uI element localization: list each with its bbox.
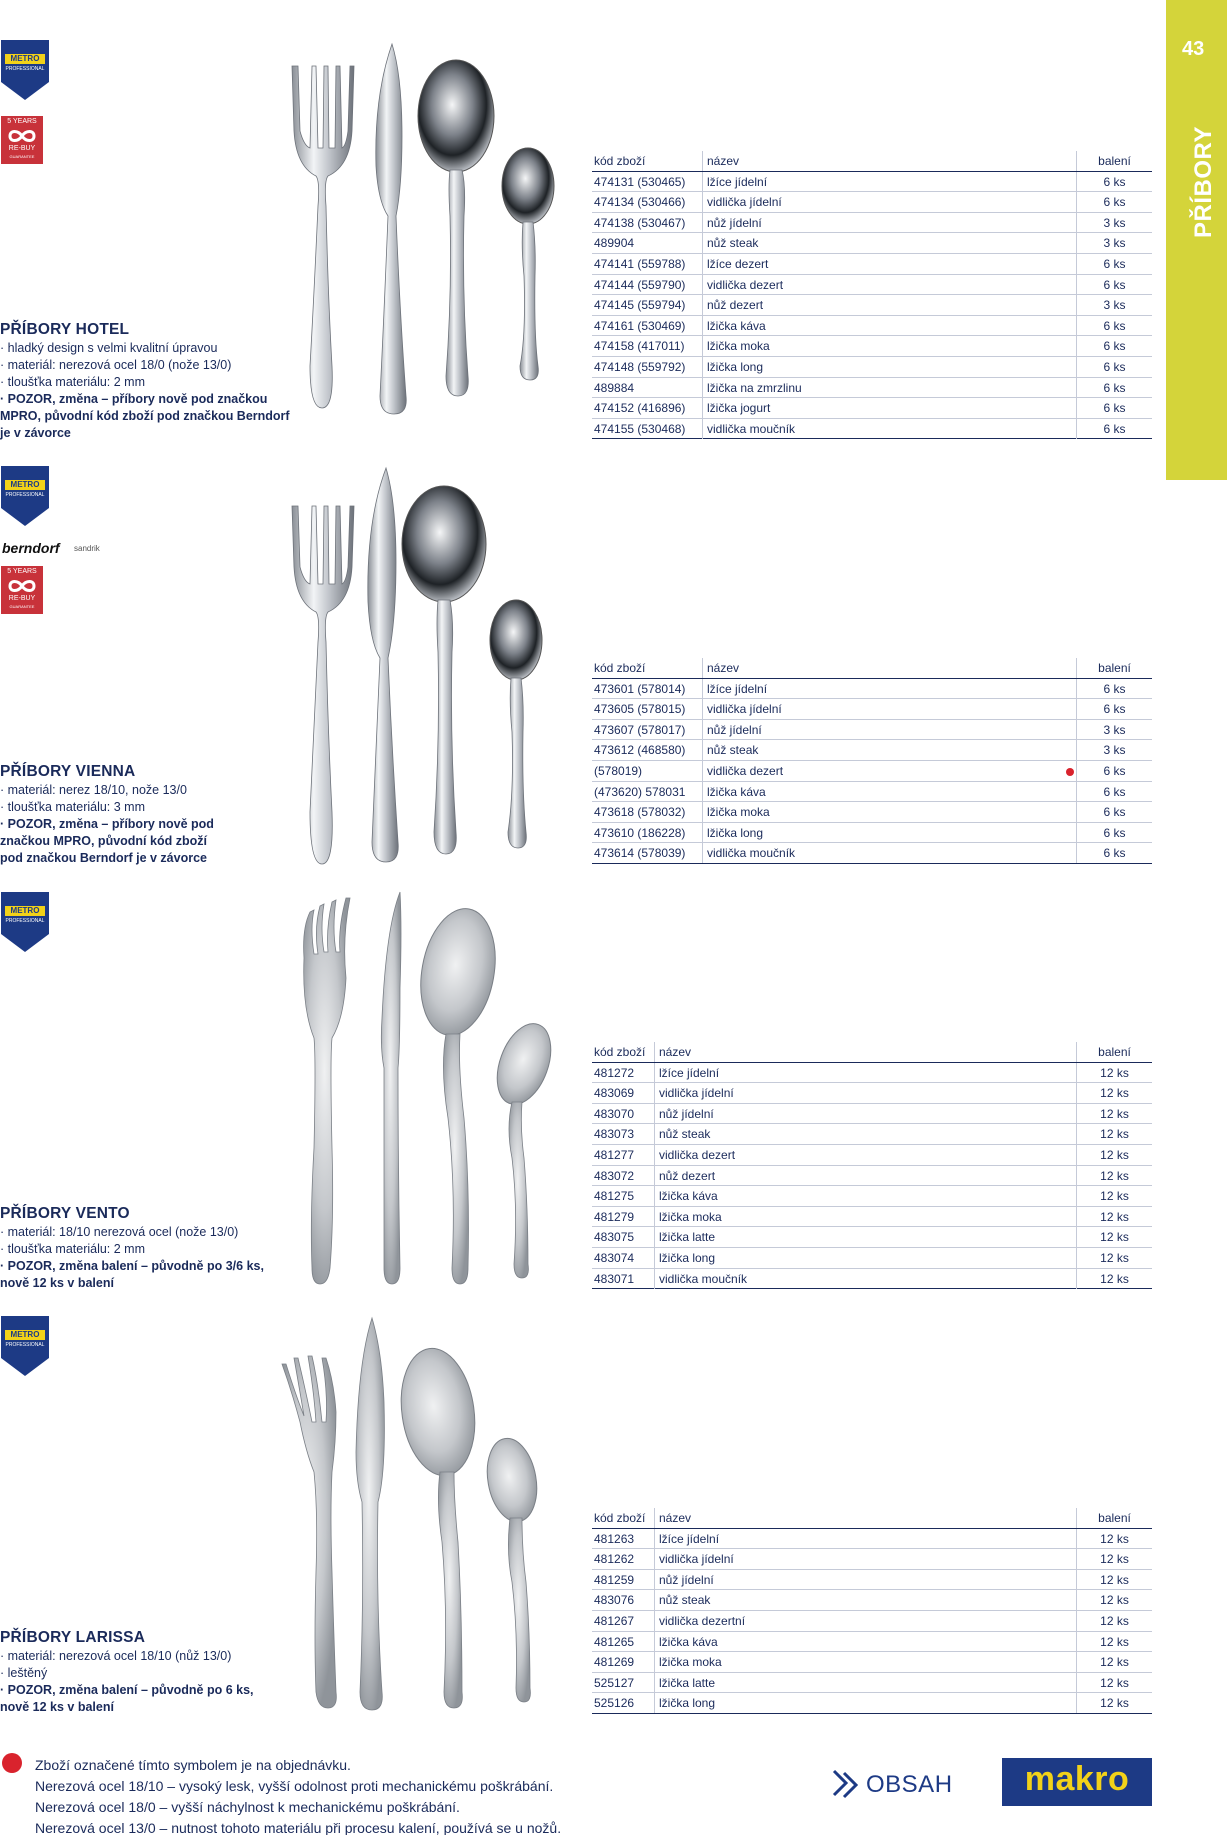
product-table-vienna bbox=[592, 658, 1152, 864]
table-cell: lžička moka bbox=[702, 802, 1076, 822]
table-cell: 12 ks bbox=[1076, 1269, 1152, 1289]
metro-sub: PROFESSIONAL bbox=[5, 918, 45, 924]
table-row bbox=[592, 1632, 1152, 1653]
table-header-cell: balení bbox=[1076, 1042, 1152, 1062]
table-header-cell: kód zboží bbox=[594, 154, 646, 168]
table-cell: 12 ks bbox=[1076, 1652, 1152, 1672]
table-cell: 474145 (559794) bbox=[594, 298, 686, 313]
obsah-arrow-icon bbox=[830, 1767, 864, 1801]
product-title: PŘÍBORY HOTEL bbox=[0, 321, 130, 338]
metro-sub: PROFESSIONAL bbox=[5, 66, 45, 72]
table-cell: 483070 bbox=[594, 1106, 635, 1121]
infinity-icon bbox=[7, 128, 37, 144]
table-cell: 12 ks bbox=[1076, 1145, 1152, 1165]
table-cell: lžička moka bbox=[702, 336, 1076, 356]
table-row bbox=[592, 1693, 1152, 1714]
table-cell: (473620) 578031 bbox=[594, 784, 686, 799]
table-row bbox=[592, 740, 1152, 761]
table-cell: 483072 bbox=[594, 1168, 635, 1183]
table-header-cell: kód zboží bbox=[594, 661, 646, 675]
section-label-wrap bbox=[1172, 126, 1227, 238]
order-dot-icon bbox=[1066, 768, 1074, 776]
table-cell: 481259 bbox=[594, 1572, 635, 1587]
vento-cutlery-image bbox=[280, 888, 570, 1298]
rebuy-bottom: GUARANTEE bbox=[9, 154, 35, 159]
table-row bbox=[592, 1269, 1152, 1290]
table-cell: 474155 (530468) bbox=[594, 421, 686, 436]
table-cell: 474134 (530466) bbox=[594, 195, 686, 210]
table-cell: lžíce jídelní bbox=[654, 1063, 1076, 1083]
table-row bbox=[592, 1529, 1152, 1550]
table-cell: nůž jídelní bbox=[702, 720, 1076, 740]
table-cell: 6 ks bbox=[1076, 761, 1152, 781]
table-header-row bbox=[592, 151, 1152, 172]
table-cell: 481279 bbox=[594, 1209, 635, 1224]
product-title: PŘÍBORY VIENNA bbox=[0, 763, 136, 780]
table-row bbox=[592, 1673, 1152, 1694]
feature-line: · hladký design s velmi kvalitní úpravou bbox=[0, 341, 218, 355]
table-cell: 481267 bbox=[594, 1613, 635, 1628]
table-cell: 12 ks bbox=[1076, 1248, 1152, 1268]
table-header-cell: název bbox=[702, 658, 1076, 678]
metro-sub: PROFESSIONAL bbox=[5, 492, 45, 498]
table-cell: 12 ks bbox=[1076, 1570, 1152, 1590]
rebuy-mid: RE-BUY bbox=[8, 595, 36, 602]
feature-line: · materiál: nerezová ocel 18/10 (nůž 13/0) bbox=[0, 1649, 232, 1663]
table-cell: 481269 bbox=[594, 1655, 635, 1670]
table-row bbox=[592, 295, 1152, 316]
table-cell: 6 ks bbox=[1076, 316, 1152, 336]
table-header-cell: název bbox=[654, 1042, 1076, 1062]
table-cell: vidlička moučník bbox=[702, 843, 1076, 863]
table-cell: 6 ks bbox=[1076, 378, 1152, 398]
table-row bbox=[592, 398, 1152, 419]
table-row bbox=[592, 1145, 1152, 1166]
table-cell: lžička long bbox=[702, 357, 1076, 377]
footer-notes bbox=[35, 1755, 561, 1835]
table-cell: 3 ks bbox=[1076, 233, 1152, 253]
table-cell: 3 ks bbox=[1076, 295, 1152, 315]
rebuy-bottom: GUARANTEE bbox=[9, 604, 35, 609]
table-row bbox=[592, 378, 1152, 399]
table-cell: lžička long bbox=[702, 823, 1076, 843]
table-cell: 481263 bbox=[594, 1531, 635, 1546]
table-cell: 483074 bbox=[594, 1250, 635, 1265]
table-cell: 12 ks bbox=[1076, 1063, 1152, 1083]
product-description-vienna bbox=[0, 762, 230, 867]
table-cell: vidlička dezert bbox=[702, 275, 1076, 295]
table-cell: 474131 (530465) bbox=[594, 174, 686, 189]
footer-line: Nerezová ocel 18/0 – vyšší náchylnost k mechanickému poškrábání. bbox=[35, 1799, 460, 1815]
order-dot-icon bbox=[2, 1753, 22, 1773]
table-row bbox=[592, 1207, 1152, 1228]
metro-text: METRO bbox=[5, 480, 45, 490]
table-row bbox=[592, 1549, 1152, 1570]
rebuy-guarantee-logo bbox=[1, 566, 43, 614]
product-table-larissa bbox=[592, 1508, 1152, 1714]
table-cell: lžička na zmrzlinu bbox=[702, 378, 1076, 398]
table-cell: 473607 (578017) bbox=[594, 722, 686, 737]
table-cell: 489904 bbox=[594, 236, 635, 251]
table-cell: nůž steak bbox=[654, 1590, 1076, 1610]
table-row bbox=[592, 782, 1152, 803]
table-cell: vidlička jídelní bbox=[702, 699, 1076, 719]
table-row bbox=[592, 1611, 1152, 1632]
table-cell: 6 ks bbox=[1076, 802, 1152, 822]
notice-line: · POZOR, změna balení – původně po 3/6 ks, nově 12 ks v balení bbox=[0, 1259, 264, 1290]
table-cell: 474138 (530467) bbox=[594, 215, 686, 230]
table-header-cell: kód zboží bbox=[594, 1511, 646, 1525]
footer-line: Zboží označené tímto symbolem je na objednávku. bbox=[35, 1757, 351, 1773]
table-cell: 473605 (578015) bbox=[594, 702, 686, 717]
table-cell: 473612 (468580) bbox=[594, 743, 686, 758]
metro-professional-logo bbox=[1, 892, 49, 954]
table-header-row bbox=[592, 1042, 1152, 1063]
rebuy-mid: RE-BUY bbox=[8, 145, 36, 152]
metro-text: METRO bbox=[5, 54, 45, 64]
table-header-cell: kód zboží bbox=[594, 1045, 646, 1059]
table-row bbox=[592, 1166, 1152, 1187]
table-row bbox=[592, 419, 1152, 440]
feature-line: · materiál: nerez 18/10, nože 13/0 bbox=[0, 783, 187, 797]
table-cell: 6 ks bbox=[1076, 192, 1152, 212]
table-header-cell: název bbox=[654, 1508, 1076, 1528]
table-cell: vidlička dezert bbox=[654, 1145, 1076, 1165]
table-cell: 473618 (578032) bbox=[594, 805, 686, 820]
metro-sub: PROFESSIONAL bbox=[5, 1342, 45, 1348]
rebuy-guarantee-logo bbox=[1, 116, 43, 164]
table-row bbox=[592, 316, 1152, 337]
table-row bbox=[592, 720, 1152, 741]
table-row bbox=[592, 213, 1152, 234]
table-cell: lžička moka bbox=[654, 1652, 1076, 1672]
product-title: PŘÍBORY LARISSA bbox=[0, 1629, 146, 1646]
berndorf-text: berndorf bbox=[2, 540, 60, 556]
table-cell: 6 ks bbox=[1076, 172, 1152, 192]
table-header-cell: balení bbox=[1076, 1508, 1152, 1528]
table-cell: 3 ks bbox=[1076, 740, 1152, 760]
rebuy-top: 5 YEARS bbox=[7, 568, 37, 575]
table-row bbox=[592, 1104, 1152, 1125]
obsah-label: OBSAH bbox=[866, 1771, 953, 1798]
metro-professional-logo bbox=[1, 40, 49, 102]
table-cell: 474141 (559788) bbox=[594, 256, 686, 271]
table-cell: 3 ks bbox=[1076, 213, 1152, 233]
product-description-hotel bbox=[0, 320, 290, 442]
table-row bbox=[592, 1248, 1152, 1269]
table-cell: vidlička jídelní bbox=[654, 1549, 1076, 1569]
section-label: PŘÍBORY bbox=[1190, 126, 1217, 238]
table-cell: 6 ks bbox=[1076, 782, 1152, 802]
table-header-row bbox=[592, 1508, 1152, 1529]
table-cell: 474152 (416896) bbox=[594, 401, 686, 416]
table-cell: 473610 (186228) bbox=[594, 825, 686, 840]
table-row bbox=[592, 1590, 1152, 1611]
table-cell: vidlička dezert bbox=[702, 761, 1076, 781]
berndorf-sandrik-logo bbox=[2, 540, 112, 558]
table-row bbox=[592, 1063, 1152, 1084]
sandrik-text: sandrik bbox=[74, 544, 100, 553]
table-row bbox=[592, 1124, 1152, 1145]
table-cell: 12 ks bbox=[1076, 1611, 1152, 1631]
table-row bbox=[592, 357, 1152, 378]
table-header-cell: název bbox=[702, 151, 1076, 171]
table-cell: 12 ks bbox=[1076, 1227, 1152, 1247]
table-cell: 12 ks bbox=[1076, 1186, 1152, 1206]
table-cell: 3 ks bbox=[1076, 720, 1152, 740]
table-cell: vidlička moučník bbox=[654, 1269, 1076, 1289]
table-cell: nůž steak bbox=[702, 740, 1076, 760]
table-cell: 6 ks bbox=[1076, 843, 1152, 863]
table-cell: nůž jídelní bbox=[654, 1570, 1076, 1590]
table-row bbox=[592, 679, 1152, 700]
table-cell: 12 ks bbox=[1076, 1590, 1152, 1610]
makro-logo bbox=[1002, 1758, 1152, 1806]
table-cell: 12 ks bbox=[1076, 1166, 1152, 1186]
table-cell: 12 ks bbox=[1076, 1529, 1152, 1549]
larissa-cutlery-image bbox=[270, 1312, 570, 1722]
feature-line: · leštěný bbox=[0, 1666, 48, 1680]
table-cell: nůž dezert bbox=[702, 295, 1076, 315]
table-cell: nůž jídelní bbox=[702, 213, 1076, 233]
feature-line: · tloušťka materiálu: 2 mm bbox=[0, 375, 146, 389]
table-cell: 481265 bbox=[594, 1634, 635, 1649]
table-row bbox=[592, 192, 1152, 213]
table-cell: lžíce jídelní bbox=[702, 679, 1076, 699]
table-cell: 6 ks bbox=[1076, 699, 1152, 719]
table-cell: 6 ks bbox=[1076, 357, 1152, 377]
table-row bbox=[592, 1083, 1152, 1104]
product-description-larissa bbox=[0, 1628, 265, 1716]
table-cell: 483073 bbox=[594, 1127, 635, 1142]
table-row bbox=[592, 699, 1152, 720]
table-cell: 481272 bbox=[594, 1065, 635, 1080]
makro-label: makro bbox=[1024, 1760, 1130, 1798]
table-cell: 6 ks bbox=[1076, 336, 1152, 356]
table-cell: 6 ks bbox=[1076, 398, 1152, 418]
table-cell: 483069 bbox=[594, 1086, 635, 1101]
infinity-icon bbox=[7, 578, 37, 594]
table-cell: 12 ks bbox=[1076, 1124, 1152, 1144]
table-row bbox=[592, 275, 1152, 296]
table-cell: 473601 (578014) bbox=[594, 681, 686, 696]
table-cell: 483076 bbox=[594, 1593, 635, 1608]
page-number: 43 bbox=[1182, 38, 1205, 60]
table-cell: lžička moka bbox=[654, 1207, 1076, 1227]
footer-line: Nerezová ocel 13/0 – nutnost tohoto materiálu při procesu kalení, používá se u nožů. bbox=[35, 1820, 562, 1835]
feature-line: · tloušťka materiálu: 3 mm bbox=[0, 800, 146, 814]
table-cell: vidlička moučník bbox=[702, 419, 1076, 439]
table-cell: 483071 bbox=[594, 1271, 635, 1286]
table-row bbox=[592, 233, 1152, 254]
table-cell: lžička latte bbox=[654, 1227, 1076, 1247]
table-row bbox=[592, 172, 1152, 193]
table-cell: 12 ks bbox=[1076, 1693, 1152, 1713]
table-cell: lžička káva bbox=[654, 1186, 1076, 1206]
hotel-cutlery-image bbox=[280, 36, 570, 446]
table-row bbox=[592, 802, 1152, 823]
table-cell: 6 ks bbox=[1076, 419, 1152, 439]
table-header-cell: balení bbox=[1076, 658, 1152, 678]
table-cell: lžička káva bbox=[654, 1632, 1076, 1652]
obsah-link[interactable] bbox=[830, 1765, 953, 1805]
table-row bbox=[592, 1570, 1152, 1591]
table-cell: nůž jídelní bbox=[654, 1104, 1076, 1124]
table-cell: 525126 bbox=[594, 1696, 635, 1711]
table-cell: lžička káva bbox=[702, 782, 1076, 802]
table-cell: 12 ks bbox=[1076, 1549, 1152, 1569]
feature-line: · materiál: nerezová ocel 18/0 (nože 13/0) bbox=[0, 358, 232, 372]
table-row bbox=[592, 823, 1152, 844]
product-title: PŘÍBORY VENTO bbox=[0, 1205, 130, 1222]
feature-line: · tloušťka materiálu: 2 mm bbox=[0, 1242, 146, 1256]
rebuy-top: 5 YEARS bbox=[7, 118, 37, 125]
product-description-vento bbox=[0, 1204, 280, 1292]
table-cell: 483075 bbox=[594, 1230, 635, 1245]
table-cell: (578019) bbox=[594, 763, 643, 778]
table-cell: nůž steak bbox=[702, 233, 1076, 253]
table-cell: lžička latte bbox=[654, 1673, 1076, 1693]
table-cell: 474158 (417011) bbox=[594, 339, 685, 354]
table-cell: 473614 (578039) bbox=[594, 846, 686, 861]
table-cell: 525127 bbox=[594, 1675, 635, 1690]
table-cell: 12 ks bbox=[1076, 1632, 1152, 1652]
table-cell: 6 ks bbox=[1076, 275, 1152, 295]
notice-line: · POZOR, změna – příbory nově pod značkou MPRO, původní kód zboží pod značkou Berndorf je v závorce bbox=[0, 392, 290, 440]
metro-text: METRO bbox=[5, 906, 45, 916]
table-header-row bbox=[592, 658, 1152, 679]
table-cell: lžíce dezert bbox=[702, 254, 1076, 274]
table-cell: 12 ks bbox=[1076, 1104, 1152, 1124]
table-cell: 12 ks bbox=[1076, 1207, 1152, 1227]
table-cell: 12 ks bbox=[1076, 1673, 1152, 1693]
table-cell: nůž steak bbox=[654, 1124, 1076, 1144]
table-cell: 481262 bbox=[594, 1552, 635, 1567]
notice-line: · POZOR, změna balení – původně po 6 ks, nově 12 ks v balení bbox=[0, 1683, 254, 1714]
table-row bbox=[592, 1227, 1152, 1248]
table-row bbox=[592, 1186, 1152, 1207]
table-cell: vidlička jídelní bbox=[702, 192, 1076, 212]
table-row bbox=[592, 1652, 1152, 1673]
product-table-hotel bbox=[592, 151, 1152, 439]
metro-professional-logo bbox=[1, 1316, 49, 1378]
table-cell: 481275 bbox=[594, 1189, 635, 1204]
table-cell: vidlička jídelní bbox=[654, 1083, 1076, 1103]
table-cell: 6 ks bbox=[1076, 679, 1152, 699]
table-row bbox=[592, 254, 1152, 275]
table-row bbox=[592, 761, 1152, 782]
table-cell: 481277 bbox=[594, 1147, 635, 1162]
table-cell: nůž dezert bbox=[654, 1166, 1076, 1186]
table-cell: 474144 (559790) bbox=[594, 277, 686, 292]
table-header-cell: balení bbox=[1076, 151, 1152, 171]
table-cell: lžička jogurt bbox=[702, 398, 1076, 418]
metro-professional-logo bbox=[1, 466, 49, 528]
table-cell: 474148 (559792) bbox=[594, 359, 686, 374]
table-cell: 489884 bbox=[594, 380, 635, 395]
table-cell: 474161 (530469) bbox=[594, 318, 686, 333]
table-cell: lžička long bbox=[654, 1248, 1076, 1268]
table-cell: 6 ks bbox=[1076, 823, 1152, 843]
table-cell: vidlička dezertní bbox=[654, 1611, 1076, 1631]
metro-text: METRO bbox=[5, 1330, 45, 1340]
table-row bbox=[592, 336, 1152, 357]
table-cell: lžíce jídelní bbox=[654, 1529, 1076, 1549]
product-table-vento bbox=[592, 1042, 1152, 1289]
table-cell: lžička káva bbox=[702, 316, 1076, 336]
feature-line: · materiál: 18/10 nerezová ocel (nože 13/0) bbox=[0, 1225, 239, 1239]
notice-line: · POZOR, změna – příbory nově pod značkou MPRO, původní kód zboží pod značkou Berndorf je v závorce bbox=[0, 817, 214, 865]
vienna-cutlery-image bbox=[280, 462, 570, 872]
table-cell: 6 ks bbox=[1076, 254, 1152, 274]
table-cell: 12 ks bbox=[1076, 1083, 1152, 1103]
footer-line: Nerezová ocel 18/10 – vysoký lesk, vyšší odolnost proti mechanickému poškrábání. bbox=[35, 1778, 554, 1794]
table-cell: lžíce jídelní bbox=[702, 172, 1076, 192]
table-row bbox=[592, 843, 1152, 864]
table-cell: lžička long bbox=[654, 1693, 1076, 1713]
